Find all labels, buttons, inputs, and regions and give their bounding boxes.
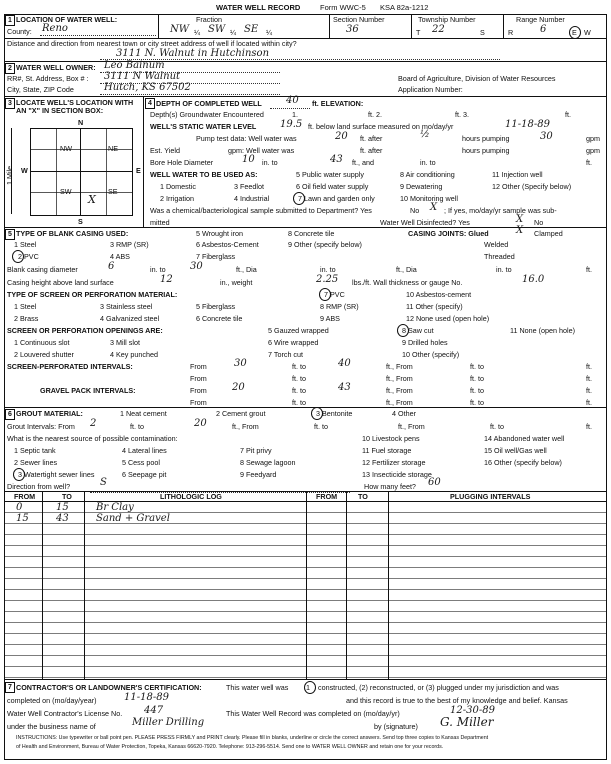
use-lawn-garden[interactable]: 7 Lawn and garden only: [298, 194, 375, 203]
diameter-value[interactable]: 6: [108, 261, 115, 272]
grout-label: GROUT MATERIAL:: [16, 409, 83, 418]
section-4-number: 4: [145, 98, 155, 109]
perforated-from-value[interactable]: 30: [234, 358, 247, 369]
use-label: WELL WATER TO BE USED AS:: [150, 170, 258, 179]
diameter-to-value[interactable]: 30: [190, 261, 203, 272]
height-value[interactable]: 12: [160, 274, 173, 285]
county-value[interactable]: Reno: [42, 23, 68, 34]
instructions-1: INSTRUCTIONS: Use typewriter or ball point pen. PLEASE PRESS FIRMLY and PRINT clearly. Please fill in blanks, underline or circle the correct answers. Send top three copies to Kansas Department: [16, 735, 489, 741]
bore-to-value[interactable]: 43: [330, 154, 343, 165]
instructions-2: of Health and Environment, Bureau of Water Protection, Topeka, Kansas 66620-7920. Telephone: 913-296-5514. Send one to WATER WELL OWNER and retain one for your records.: [16, 744, 444, 750]
opening-saw-cut[interactable]: 8 Saw cut: [402, 326, 434, 335]
perforated-to-value[interactable]: 40: [338, 358, 351, 369]
screen-pvc[interactable]: 7 PVC: [324, 290, 345, 299]
mile-label: 1 Mile: [5, 165, 14, 185]
city-value[interactable]: Hutch, KS 67502: [104, 82, 191, 93]
screen-label: TYPE OF SCREEN OR PERFORATION MATERIAL:: [7, 290, 178, 299]
compass-n: N: [78, 118, 84, 127]
section-5-number: 5: [5, 229, 15, 240]
certification-title: CONTRACTOR'S OR LANDOWNER'S CERTIFICATION:: [16, 683, 202, 692]
water-well-record-form: WATER WELL RECORD Form WWC-5 KSA 82a-1212 1 LOCATION OF WATER WELL: County: Reno Fraction NW ¼ SW ¼ SE ¼ Section Number 36 Township Number T 22 S Range Number R 6 E W Distance and direction from nearest town or city street address of well if located within city? 3111 N. Walnut in Hutchinson 2 WATER WELL OWNER: Leo Bainum RR#, St. Address, Box # : 3111 N Walnut City, State, ZIP Code Hutch, KS 67502 Board of Agriculture, Division of Water Resources Application Number: 3 LOCATE WELL'S LOCATION WITH AN "X" IN SECTION BOX: N S E W NW NE SW SE X 1 Mile 4 DEPTH OF COMPLETED WELL 40 ft. ELEVATION: Depth(s) Groundwater Encountered 1. ft. 2. ft. 3. ft. WELL'S STATIC WATER LEVEL 19.5 ft. below land surface measured on mo/day/yr 11-18-89 Pump test data: Well water was 20 ft. after ½ hours pumping 30 gpm Est. Yield gpm: Well water was ft. after hours pumping gpm Bore Hole Diameter 10 in. to 43 ft., and in. to ft. WELL WATER TO BE USED AS: 1 Domestic 2 Irrigation 3 Feedlot 4 Industrial 5 Public water supply 6 Oil field water supply 7 Lawn and garden only 8 Air conditioning 9 Dewatering 10 Monitoring well 11 Injection well 12 Other (Specify below) Was a chemical/bacteriological sample submitted to Department? Yes No X ; If yes, mo/day/yr sample was sub- mitted Water Well Disinfected? Yes X No 5 TYPE OF BLANK CASING USED: 1 Steel 2 PVC 3 RMP (SR) 4 ABS 5 Wrought iron 6 Asbestos-Cement 7 Fiberglass 8 Concrete tile 9 Other (specify below) CASING JOINTS: Glued X Clamped Welded Threaded Blank casing diameter 6 in. to 30 ft., Dia in. to ft., Dia in. to ft. Casing height above land surface 12 in., weight 2.25 lbs./ft. Wall thickness or gauge No. 16.0 TYPE OF SCREEN OR PERFORATION MATERIAL: 1 Steel 2 Brass 3 Stainless steel 4 Galvanized steel 5 Fiberglass 6 Concrete tile 7 PVC 8 RMP (SR) 9 ABS 10 Asbestos-cement 11 Other (specify) 12 None used (open hole) SCREEN OR PERFORATION OPENINGS ARE: 1 Continuous slot 2 Louvered shutter 3 Mill slot 4 Key punched 5 Gauzed wrapped 6 Wire wrapped 7 Torch cut 8 Saw cut 9 Drilled holes 10 Other (specify) 11 None (open hole) SCREEN-PERFORATED INTERVALS: From 30 ft. to 40 ft., From ft. to ft. From ft. to ft., From ft. to ft. GRAVEL PACK INTERVALS: From 20 ft. to 43 ft., From ft. to ft. From ft. to ft., From ft. to ft. 6 GROUT MATERIAL: 1 Neat cement 2 Cement grout 3 Bentonite 4 Other Grout Intervals: From 2 ft. to 20 ft., From ft. to ft., From ft. to ft. What is the nearest source of possible contamination: 1 Septic tank 2 Sewer lines 3 Watertight sewer lines 4 Lateral lines 5 Cess pool 6 Seepage pit 7 Pit privy 8 Sewage lagoon 9 Feedyard 10 Livestock pens 11 Fuel storage 12 Fertilizer storage 13 Insecticide storage 14 Abandoned water well 15 Oil well/Gas well 16 Other (specify below) Direction from well? S How many feet? 60 FROM TO LITHOLOGIC LOG FROM TO PLUGGING INTERVALS 0 15 Br Clay 15 43 Sand + Gravel 7 CONTRACTOR'S OR LANDOWNER'S CERTIFICATION: This water well was 1 constructed, (2) reconstructed, or (3) plugged under my jurisdiction and was completed on (mo/day/year) 11-18-89 and this record is true to the best of my knowledge and belief. Kansas Water Well Contractor's License No. 447 This Water Well Record was completed on (mo/day/yr) 12-30-89 under the business name of Miller Drilling by (signature) G. Miller INSTRUCTIONS: Use typewriter or ball point pen. PLEASE PRESS FIRMLY and PRINT clearly. Please fill in blanks, underline or circle the correct answers. Send top three copies to Kansas Department of Health and Environment, Bureau of Water Protection, Topeka, Kansas 66620-7920. Telephone: 913-296-5514. Send one to WATER WELL OWNER and retain one for your records.: [0, 0, 611, 764]
log-rule: [4, 666, 606, 667]
section-7-number: 7: [5, 682, 15, 693]
log-rule: [4, 622, 606, 623]
range-label: Range Number: [516, 15, 565, 24]
log-rule: [4, 578, 606, 579]
grout-intervals-label: Grout Intervals: From: [7, 422, 75, 431]
ksa-ref: KSA 82a-1212: [380, 3, 429, 12]
log-rule: [4, 567, 606, 568]
log-rule: [4, 523, 606, 524]
log-rule: [4, 589, 606, 590]
pump-hours-value[interactable]: ½: [420, 129, 430, 140]
quarter-2[interactable]: SW: [208, 24, 226, 35]
owner-value[interactable]: Leo Bainum: [104, 60, 165, 71]
how-many-label: How many feet?: [364, 482, 416, 491]
compass-w: W: [21, 166, 28, 175]
chem-sample-label: Was a chemical/bacteriological sample submitted to Department? Yes: [150, 206, 372, 215]
bore-label: Bore Hole Diameter: [150, 158, 214, 167]
section-6-number: 6: [5, 409, 15, 420]
distance-value[interactable]: 3111 N. Walnut in Hutchinson: [116, 48, 270, 59]
log-rule: [4, 611, 606, 612]
quad-sw: SW: [60, 187, 72, 196]
screen-7-circle: [319, 288, 331, 301]
form-title: WATER WELL RECORD: [216, 3, 301, 12]
height-label: Casing height above land surface: [7, 278, 114, 287]
log-rule: [4, 644, 606, 645]
grout-to-value[interactable]: 20: [194, 418, 207, 429]
log-to-2[interactable]: 43: [56, 513, 69, 524]
static-level-label: WELL'S STATIC WATER LEVEL: [150, 122, 257, 131]
quad-se: SE: [108, 187, 118, 196]
section-3-number: 3: [5, 98, 15, 109]
disinfected-label: Water Well Disinfected? Yes: [380, 218, 470, 227]
range-value[interactable]: 6: [540, 24, 547, 35]
log-rule: [4, 556, 606, 557]
disinfected-mark: X: [516, 214, 524, 225]
quarter-1[interactable]: NW: [170, 24, 190, 35]
board-text: Board of Agriculture, Division of Water Resources: [398, 74, 556, 83]
log-desc-1[interactable]: Br Clay: [96, 502, 134, 513]
opening-8-circle: [397, 324, 409, 337]
grout-from-value[interactable]: 2: [90, 418, 97, 429]
quad-ne: NE: [108, 144, 118, 153]
gravel-label: GRAVEL PACK INTERVALS:: [40, 386, 136, 395]
contam-watertight-sewer[interactable]: 3 Watertight sewer lines: [18, 470, 95, 479]
casing-pvc[interactable]: 2 PVC: [18, 252, 39, 261]
joints-label: CASING JOINTS: Glued: [408, 229, 489, 238]
locate-title-1: LOCATE WELL'S LOCATION WITH: [16, 98, 134, 107]
plugging-header: PLUGGING INTERVALS: [450, 492, 531, 501]
county-label: County:: [7, 27, 32, 36]
log-to-1[interactable]: 15: [56, 502, 69, 513]
joints-glued-mark: X: [516, 225, 524, 236]
static-date-value[interactable]: 11-18-89: [505, 119, 550, 130]
bore-diameter-value[interactable]: 10: [242, 154, 255, 165]
gravel-to-value[interactable]: 43: [338, 382, 351, 393]
casing-label: TYPE OF BLANK CASING USED:: [16, 229, 129, 238]
perforated-label: SCREEN-PERFORATED INTERVALS:: [7, 362, 133, 371]
yield-label: Est. Yield: [150, 146, 180, 155]
section-1-number: 1: [5, 15, 15, 26]
log-from-1[interactable]: 0: [16, 502, 23, 513]
compass-s: S: [78, 217, 83, 226]
section-number-value[interactable]: 36: [346, 24, 359, 35]
use-7-circle: [293, 192, 305, 205]
fraction-label: Fraction: [196, 15, 222, 24]
log-rule: [4, 655, 606, 656]
log-rule: [4, 600, 606, 601]
location-title: LOCATION OF WATER WELL:: [16, 15, 118, 24]
groundwater-label: Depth(s) Groundwater Encountered: [150, 110, 264, 119]
log-rule: [4, 534, 606, 535]
depth-value[interactable]: 40: [286, 95, 299, 106]
gauge-value[interactable]: 16.0: [522, 274, 545, 285]
direction-label: Direction from well?: [7, 482, 71, 491]
contamination-label: What is the nearest source of possible contamination:: [7, 434, 178, 443]
completed-date-value[interactable]: 11-18-89: [124, 692, 169, 703]
diameter-label: Blank casing diameter: [7, 265, 78, 274]
locate-title-2: AN "X" IN SECTION BOX:: [16, 106, 104, 115]
grout-3-circle: [311, 407, 323, 420]
section-2-number: 2: [5, 63, 15, 74]
section-box[interactable]: [30, 128, 133, 216]
township-label: Township Number: [418, 15, 476, 24]
section-number-label: Section Number: [333, 15, 385, 24]
how-many-value[interactable]: 60: [428, 477, 441, 488]
log-rule: [4, 512, 606, 513]
depth-label: DEPTH OF COMPLETED WELL: [156, 99, 262, 108]
lithologic-log-header: LITHOLOGIC LOG: [160, 492, 222, 501]
business-name-value[interactable]: Miller Drilling: [132, 717, 205, 728]
log-desc-2[interactable]: Sand + Gravel: [96, 513, 170, 524]
pump-test-label: Pump test data: Well water was: [196, 134, 297, 143]
casing-2-circle: [12, 250, 24, 263]
application-label: Application Number:: [398, 85, 463, 94]
city-label: City, State, ZIP Code: [7, 85, 74, 94]
gravel-from-value[interactable]: 20: [232, 382, 245, 393]
record-date-value[interactable]: 12-30-89: [450, 705, 495, 716]
log-rule: [4, 677, 606, 678]
chem-no-mark: X: [430, 202, 438, 213]
weight-value[interactable]: 2.25: [316, 274, 339, 285]
grout-bentonite[interactable]: 3 Bentonite: [316, 409, 353, 418]
log-rule: [4, 545, 606, 546]
address-value[interactable]: 3111 N Walnut: [104, 71, 181, 82]
form-number: Form WWC-5: [320, 3, 366, 12]
signature: G. Miller: [440, 715, 494, 729]
contam-3-circle: [13, 468, 25, 481]
owner-title: WATER WELL OWNER:: [16, 63, 96, 72]
log-from-2[interactable]: 15: [16, 513, 29, 524]
quad-nw: NW: [60, 144, 72, 153]
direction-value[interactable]: S: [100, 477, 107, 488]
address-label: RR#, St. Address, Box # :: [7, 74, 89, 83]
static-level-value[interactable]: 19.5: [280, 119, 303, 130]
log-rule: [4, 633, 606, 634]
openings-label: SCREEN OR PERFORATION OPENINGS ARE:: [7, 326, 163, 335]
distance-label: Distance and direction from nearest town or city street address of well if located within city?: [7, 39, 297, 48]
compass-e: E: [136, 166, 141, 175]
pump-feet-value[interactable]: 20: [335, 131, 348, 142]
license-value[interactable]: 447: [144, 705, 164, 716]
location-mark: X: [88, 193, 96, 206]
pump-gpm-value[interactable]: 30: [540, 131, 553, 142]
quarter-3[interactable]: SE: [244, 24, 259, 35]
township-value[interactable]: 22: [432, 24, 445, 35]
